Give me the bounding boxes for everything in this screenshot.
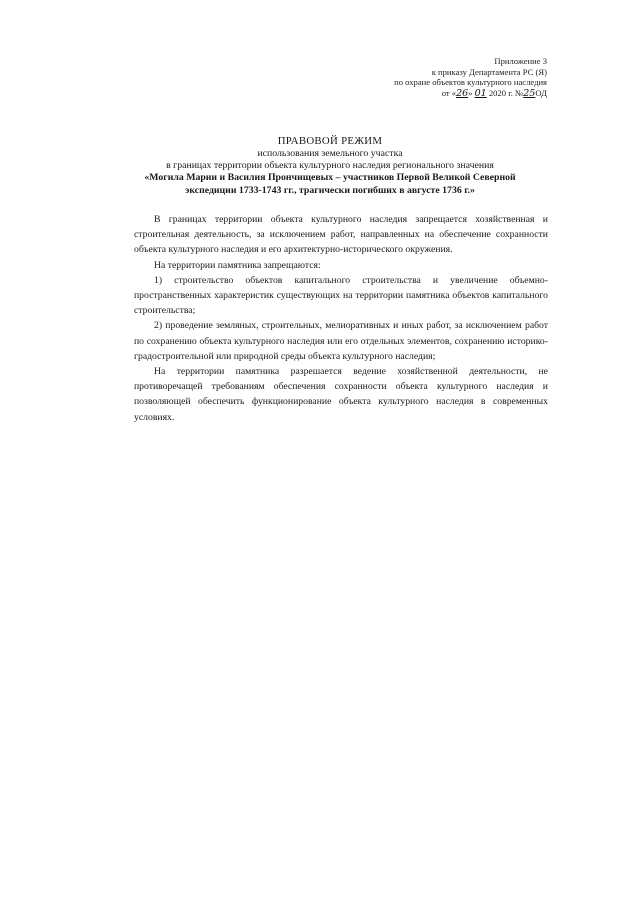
handwritten-month: 01 [474,87,487,99]
title-subtitle-2: в границах территории объекта культурного наследия регионального значения [166,160,494,171]
document-body [134,212,548,425]
title-main: ПРАВОВОЙ РЕЖИМ [277,135,383,147]
order-date-line [394,88,547,100]
appendix-header [394,56,547,99]
date-mid: » [468,87,475,98]
date-year: 2020 г. № [486,87,524,98]
date-prefix: от « [441,87,457,98]
appendix-number: Приложение 3 [494,56,547,66]
handwritten-order-number: 25 [523,87,536,99]
title-subtitle-1: использования земельного участка [257,148,403,159]
object-name-line-2: экспедиции 1733-1743 гг., трагически погибших в августе 1736 г.» [185,184,475,196]
handwritten-day: 26 [456,87,469,99]
paragraph-1: В границах территории объекта культурного наследия запрещается хозяйственная и строительная деятельность, за исключением работ, направленных на обеспечение сохранности объекта культурного наследия и его архитектурно-исторического окружения. [134,214,548,256]
document-title [110,135,550,197]
paragraph-5: На территории памятника разрешается ведение хозяйственной деятельности, не противоречащей требованиям обеспечения сохранности объекта культурного наследия и позволяющей обеспечить функционирование объекта культурного наследия в современных условиях. [134,366,548,423]
paragraph-3: 1) строительство объектов капитального строительства и увеличение объемно-пространственных характеристик существующих на территории памятника объектов капитального строительства; [134,274,548,317]
department-name: по охране объектов культурного наследия [394,77,547,88]
paragraph-4: 2) проведение земляных, строительных, мелиоративных и иных работ, за исключением работ по сохранению объекта культурного наследия или его отдельных элементов, сохранению историко-градостроительной или природной среды объекта культурного наследия; [134,320,548,362]
order-reference: к приказу Департамента РС (Я) [431,66,547,77]
order-suffix: ОД [535,87,547,98]
paragraph-2: На территории памятника запрещаются: [154,259,321,271]
object-name-line-1: «Могила Марии и Василия Прончищевых – участников Первой Великой Северной [144,172,516,183]
